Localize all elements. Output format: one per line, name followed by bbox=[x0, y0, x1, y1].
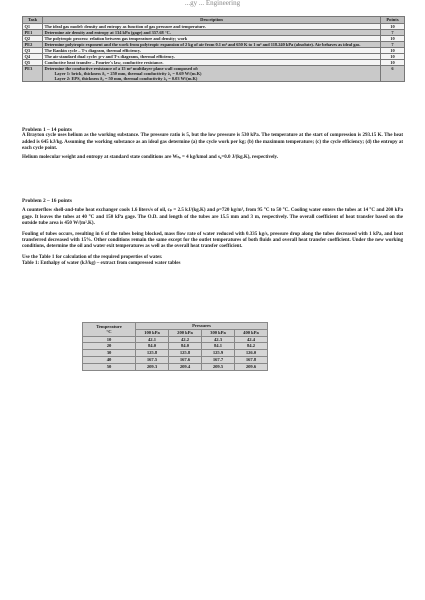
pressures-header: Pressures bbox=[136, 323, 268, 330]
enthalpy-cell: 42.4 bbox=[235, 336, 268, 343]
problem-2-fouling: Fouling of tubes occurs, resulting in 6 of the tubes being blocked, mass flow rate of water reduced with 0.335 kg/s, pressure drop along the tubes decreased with 1 kPa, and heat transferred decreased with 15%. Other conditions remain the same except for the outlet temperatures of both fluids and overall heat transfer coefficient. Under the new working conditions, determine the oil and water exit temperatures as well as the overall heat transfer coefficient. bbox=[22, 231, 403, 250]
enthalpy-cell: 42.3 bbox=[202, 336, 235, 343]
temperature-header bbox=[83, 323, 136, 337]
task-points: 6 bbox=[381, 66, 405, 82]
temperature-cell: 10 bbox=[83, 336, 136, 343]
enthalpy-cell: 42.1 bbox=[136, 336, 169, 343]
enthalpy-cell: 84.1 bbox=[202, 343, 235, 350]
enthalpy-cell: 84.2 bbox=[235, 343, 268, 350]
problem-2-instruction: Use the Table 1 for calculation of the required properties of water. bbox=[22, 254, 163, 260]
problem-2 bbox=[22, 198, 403, 268]
task-points: 10 bbox=[381, 54, 405, 60]
enthalpy-cell: 42.2 bbox=[169, 336, 202, 343]
task-points: 10 bbox=[381, 60, 405, 66]
water-table-body bbox=[83, 336, 268, 370]
page-title: ...gy ... Engineering bbox=[184, 0, 241, 7]
task-row bbox=[23, 42, 405, 48]
enthalpy-cell: 126.0 bbox=[235, 350, 268, 357]
enthalpy-cell: 209.6 bbox=[235, 363, 268, 370]
task-points: 10 bbox=[381, 24, 405, 30]
water-enthalpy-table bbox=[82, 322, 268, 371]
description-header: Description bbox=[43, 17, 381, 24]
problem-2-text: A counterflow shell-and-tube heat exchanger cools 1.6 liters/s of oil, cₚ = 2.5 kJ/(kg.K) and ρ=720 kg/m³, from 95 °C to 50 °C. Cooling water enters the tubes at 14 °C and 200 kPa gage. It leaves the tubes at 40 °C and 150 kPa gage. The O.D. and length of the tubes are 15.5 mm and 3 m, respectively. The overall coefficient of heat transfer based on the outside tube area is 450 W/(m².K). bbox=[22, 208, 403, 227]
task-points: 10 bbox=[381, 48, 405, 54]
task-description-text: The Rankin cycle – T-s diagram, thermal efficiency. bbox=[44, 48, 141, 53]
water-row bbox=[83, 363, 268, 370]
task-description-text: Determine the conductive resistance of a 15 m² multilayer plane wall composed of: bbox=[44, 66, 199, 71]
task-description bbox=[43, 66, 381, 82]
pressure-header: 400 kPa bbox=[235, 329, 268, 336]
problem-1-title: Problem 1 – 14 points bbox=[22, 127, 72, 133]
task-id: PE1 bbox=[23, 30, 43, 36]
task-description-text: Determine air density and entropy at 134 kPa (gage) and 357.68 °C. bbox=[44, 30, 171, 35]
pressure-header: 200 kPa bbox=[169, 329, 202, 336]
enthalpy-cell: 125.8 bbox=[136, 350, 169, 357]
task-description-text: Determine polytropic exponent and the work from polytropic expansion of 2 kg of air from 0.1 m³ and 650 K to 1 m³ and 118.240 kPa (absolute). Air behaves as ideal gas. bbox=[44, 42, 361, 47]
temperature-unit: °C bbox=[106, 329, 112, 335]
problem-1-constants: Helium molecular weight and entropy at standard state conditions are Wₕₑ = 4 kg/kmol and s₀=0.0 J/(kg.K), respectively. bbox=[22, 154, 279, 160]
enthalpy-cell: 84.0 bbox=[169, 343, 202, 350]
layer-description: Layer 1: brick, thickness δ₁ = 250 mm, thermal conductivity λ₁ = 0.69 W/(m.K) bbox=[54, 71, 202, 76]
enthalpy-cell: 167.5 bbox=[136, 356, 169, 363]
task-table bbox=[22, 16, 405, 82]
task-header: Task bbox=[23, 17, 43, 24]
enthalpy-cell: 125.9 bbox=[202, 350, 235, 357]
task-description-text: Conductive heat transfer – Fourier's law, conductive resistance. bbox=[44, 60, 164, 65]
task-row bbox=[23, 66, 405, 82]
temperature-cell: 40 bbox=[83, 356, 136, 363]
task-id: PE3 bbox=[23, 66, 43, 82]
task-description-text: The ideal gas model: density and entropy as function of gas pressure and temperature. bbox=[44, 24, 206, 29]
task-id: Q2 bbox=[23, 36, 43, 42]
task-description bbox=[43, 42, 381, 48]
enthalpy-cell: 167.6 bbox=[169, 356, 202, 363]
water-row bbox=[83, 356, 268, 363]
task-description-text: The polytropic process: relation between gas temperature and density; work bbox=[44, 36, 188, 41]
water-row bbox=[83, 336, 268, 343]
task-description-text: The air standard dual cycle: p-v and T-s diagrams, thermal efficiency. bbox=[44, 54, 175, 59]
task-id: Q3 bbox=[23, 48, 43, 54]
enthalpy-cell: 84.0 bbox=[136, 343, 169, 350]
pressure-header: 300 kPa bbox=[202, 329, 235, 336]
task-table-body bbox=[23, 24, 405, 82]
enthalpy-cell: 167.7 bbox=[202, 356, 235, 363]
pressure-header: 100 kPa bbox=[136, 329, 169, 336]
water-row bbox=[83, 350, 268, 357]
task-id: Q5 bbox=[23, 60, 43, 66]
task-id: PE2 bbox=[23, 42, 43, 48]
task-table-header bbox=[23, 17, 405, 24]
task-id: Q4 bbox=[23, 54, 43, 60]
temperature-cell: 50 bbox=[83, 363, 136, 370]
task-id: Q1 bbox=[23, 24, 43, 30]
problem-1-text: A Brayton cycle uses helium as the working substance. The pressure ratio is 5, but the low pressure is 530 kPa. The temperature at the start of compression is 293.15 K. The heat added is 645 kJ/kg. Assuming the working substance as an ideal gas determine (a) the cycle work per kg; (b) the maximum temperature; (c) the cycle efficiency; (d) the entropy at each cycle point. bbox=[22, 133, 403, 152]
temperature-cell: 30 bbox=[83, 350, 136, 357]
water-row bbox=[83, 343, 268, 350]
enthalpy-cell: 209.4 bbox=[169, 363, 202, 370]
layer-description: Layer 2: EPS, thickness δ₂ = 50 mm, thermal conductivity λ₂ = 0.03 W/(m.K) bbox=[54, 76, 198, 81]
table-1-caption: Table 1: Enthalpy of water (kJ/kg) – extract from compressed water tables bbox=[22, 261, 181, 267]
problem-2-title: Problem 2 – 16 points bbox=[22, 198, 72, 204]
enthalpy-cell: 209.5 bbox=[202, 363, 235, 370]
temperature-label: Temperature bbox=[96, 323, 122, 329]
problem-1 bbox=[22, 127, 403, 161]
task-points: 7 bbox=[381, 42, 405, 48]
enthalpy-cell: 125.8 bbox=[169, 350, 202, 357]
task-points: 7 bbox=[381, 30, 405, 36]
enthalpy-cell: 167.8 bbox=[235, 356, 268, 363]
task-points: 10 bbox=[381, 36, 405, 42]
enthalpy-cell: 209.3 bbox=[136, 363, 169, 370]
points-header: Points bbox=[381, 17, 405, 24]
temperature-cell: 20 bbox=[83, 343, 136, 350]
